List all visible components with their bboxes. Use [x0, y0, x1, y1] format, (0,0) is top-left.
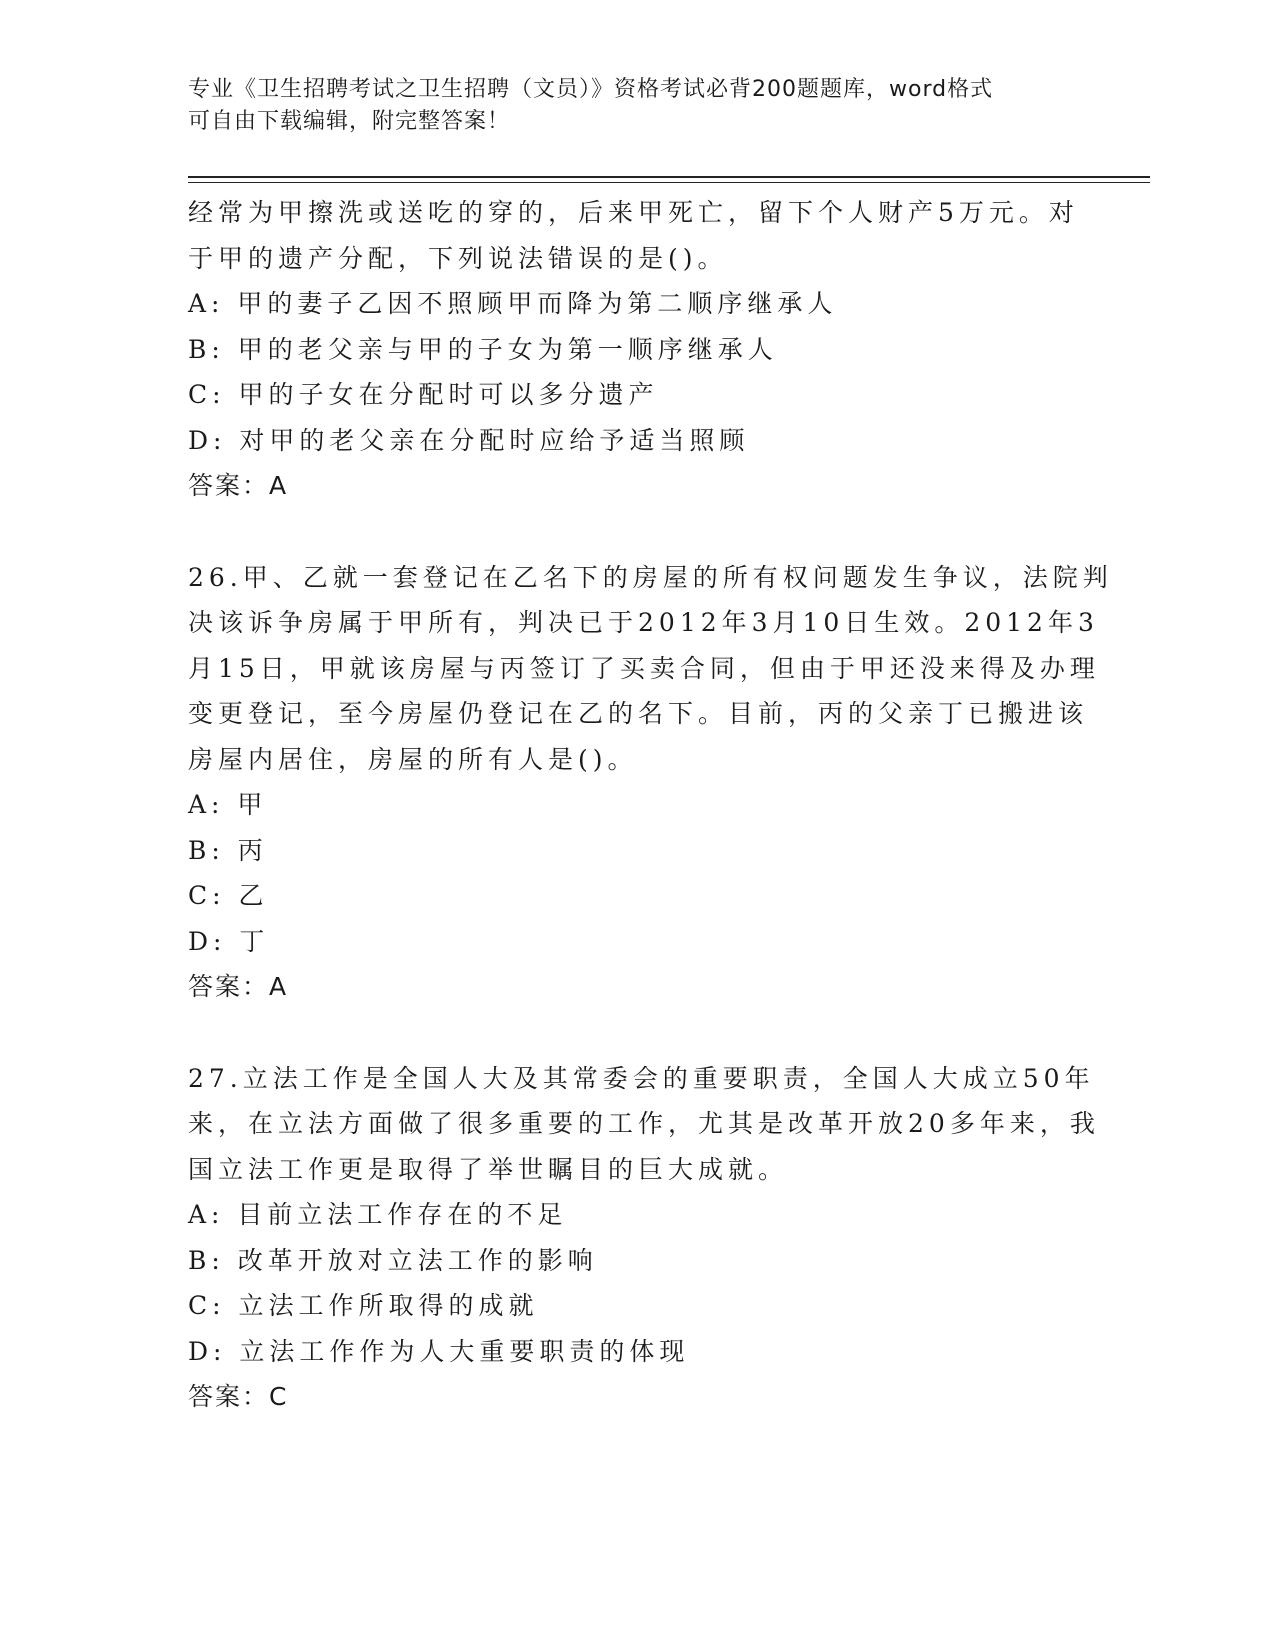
- option-c: C: 立法工作所取得的成就: [188, 1291, 539, 1320]
- header-divider-thin: [188, 182, 1150, 183]
- option-d: D: 对甲的老父亲在分配时应给予适当照顾: [188, 425, 750, 455]
- option-b: B: 甲的老父亲与甲的子女为第一顺序继承人: [188, 334, 778, 364]
- option-a: A: 目前立法工作存在的不足: [188, 1200, 568, 1229]
- question-26: [188, 555, 1113, 1010]
- option-d: D: 丁: [188, 926, 270, 956]
- question-stem-line: 来，在立法方面做了很多重要的工作，尤其是改革开放20多年来，我: [188, 1109, 1100, 1138]
- question-stem-line: 月15日，甲就该房屋与丙签订了买卖合同，但由于甲还没来得及办理: [188, 653, 1100, 683]
- option-b: B: 改革开放对立法工作的影响: [188, 1245, 598, 1275]
- option-a: A: 甲: [188, 790, 268, 819]
- question-stem-line: 决该诉争房属于甲所有，判决已于2012年3月10日生效。2012年3: [188, 608, 1099, 637]
- question-stem-line: 房屋内居住，房屋的所有人是()。: [188, 744, 638, 774]
- option-c: C: 乙: [188, 881, 269, 910]
- document-header: [188, 74, 1068, 138]
- option-c: C: 甲的子女在分配时可以多分遗产: [188, 380, 659, 409]
- answer-line: 答案：A: [188, 471, 289, 500]
- question-stem-line: 经常为甲擦洗或送吃的穿的，后来甲死亡，留下个人财产5万元。对: [188, 198, 1079, 227]
- question-stem-line: 变更登记，至今房屋仍登记在乙的名下。目前，丙的父亲丁已搬进该: [188, 699, 1089, 728]
- option-d: D: 立法工作作为人大重要职责的体现: [188, 1336, 690, 1366]
- question-stem-line: 26.甲、乙就一套登记在乙名下的房屋的所有权问题发生争议，法院判: [188, 562, 1113, 592]
- header-line-2: 可自由下载编辑，附完整答案！: [188, 109, 511, 134]
- spacer: [188, 1010, 1088, 1056]
- question-list: [188, 190, 1113, 1420]
- option-a: A: 甲的妻子乙因不照顾甲而降为第二顺序继承人: [188, 289, 838, 318]
- question-stem-line: 27.立法工作是全国人大及其常委会的重要职责，全国人大成立50年: [188, 1063, 1095, 1093]
- spacer: [188, 509, 1088, 555]
- header-divider-thick: [188, 176, 1150, 178]
- question-stem-line: 国立法工作更是取得了举世瞩目的巨大成就。: [188, 1154, 789, 1184]
- question-25: [188, 190, 1088, 509]
- question-27: [188, 1056, 1100, 1420]
- answer-line: 答案：C: [188, 1382, 289, 1411]
- header-line-1: 专业《卫生招聘考试之卫生招聘（文员）》资格考试必背200题题库，word格式: [188, 77, 994, 102]
- question-stem-line: 于甲的遗产分配，下列说法错误的是()。: [188, 243, 728, 273]
- answer-line: 答案：A: [188, 972, 289, 1001]
- option-b: B: 丙: [188, 835, 268, 865]
